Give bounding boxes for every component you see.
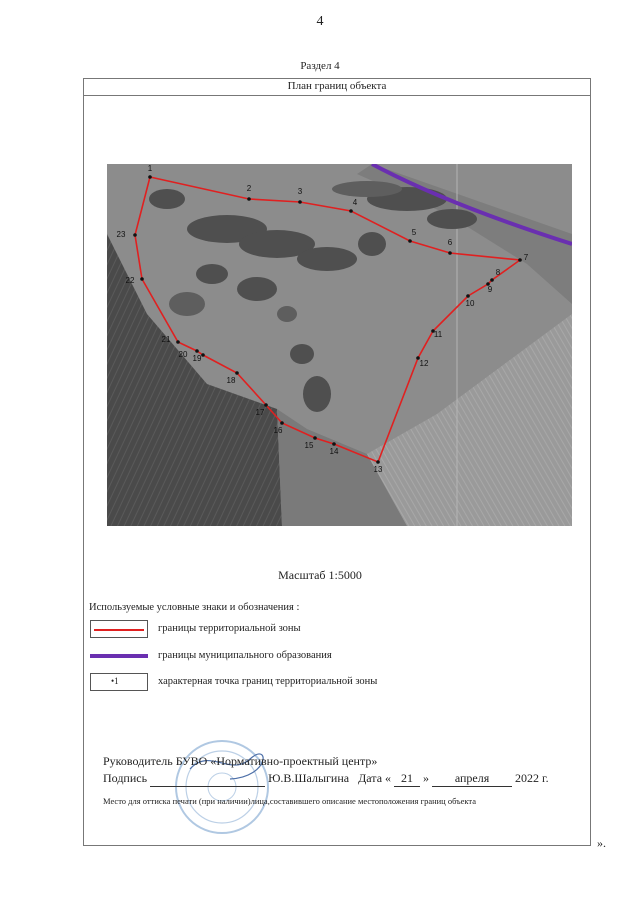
boundary-point-marker — [247, 197, 251, 201]
plan-title: План границ объекта — [83, 78, 591, 96]
boundary-point-marker — [490, 278, 494, 282]
boundary-point-label: 23 — [116, 230, 126, 239]
page-number: 4 — [316, 14, 324, 29]
boundary-point-marker — [313, 436, 317, 440]
boundary-point-label: 9 — [487, 285, 493, 294]
boundary-point-label: 22 — [125, 276, 135, 285]
boundary-point-marker — [195, 349, 199, 353]
legend-label-municipal: границы муниципального образования — [158, 650, 332, 661]
aerial-map — [107, 164, 572, 526]
closing-quote: ». — [597, 836, 606, 850]
boundary-point-label: 6 — [447, 238, 453, 247]
boundary-point-marker — [140, 277, 144, 281]
date-year: 2022 г. — [515, 771, 549, 785]
stamp-note: Место для оттиска печати (при наличии)лица,составившего описание местоположения границ объекта — [103, 796, 476, 806]
boundary-point-marker — [376, 460, 380, 464]
boundary-point-marker — [176, 340, 180, 344]
signer-role: Руководитель БУВО «Нормативно-проектный центр» — [103, 754, 378, 768]
boundary-point-marker — [280, 421, 284, 425]
signer-name: Ю.В.Шалыгина — [268, 771, 350, 785]
boundary-point-label: 14 — [329, 447, 339, 456]
signature-row: Подпись Ю.В.Шалыгина Дата « 21 » апреля 2022 г. — [103, 771, 549, 785]
boundary-point-label: 7 — [523, 253, 529, 262]
legend-swatch-zone — [90, 620, 148, 638]
boundary-point-label: 2 — [246, 184, 252, 193]
boundary-point-label: 21 — [161, 335, 171, 344]
boundary-point-marker — [298, 200, 302, 204]
legend-swatch-municipal — [90, 647, 148, 665]
boundary-point-label: 19 — [192, 354, 202, 363]
boundary-point-label: 17 — [255, 408, 265, 417]
section-title: Раздел 4 — [300, 60, 340, 72]
boundary-point-label: 13 — [373, 465, 383, 474]
legend-label-point: характерная точка границ территориальной зоны — [158, 676, 378, 687]
boundary-point-label: 20 — [178, 350, 188, 359]
boundary-point-marker — [332, 442, 336, 446]
point-symbol: •1 — [111, 676, 119, 686]
date-day: 21 — [394, 771, 420, 787]
sign-label: Подпись — [103, 771, 148, 785]
date-label: Дата « — [358, 771, 392, 785]
boundary-point-marker — [408, 239, 412, 243]
boundary-point-marker — [148, 175, 152, 179]
boundary-point-label: 3 — [297, 187, 303, 196]
boundary-point-label: 1 — [147, 164, 153, 173]
boundary-point-marker — [201, 353, 205, 357]
boundary-point-label: 16 — [273, 426, 283, 435]
boundary-point-marker — [518, 258, 522, 262]
boundary-point-label: 5 — [411, 228, 417, 237]
boundary-point-marker — [466, 294, 470, 298]
boundary-point-label: 12 — [419, 359, 429, 368]
legend-swatch-point — [90, 673, 148, 691]
boundary-point-marker — [349, 209, 353, 213]
boundary-point-label: 8 — [495, 268, 501, 277]
stamp-seal — [170, 737, 280, 837]
boundary-point-label: 15 — [304, 441, 314, 450]
legend-label-zone: границы территориальной зоны — [158, 623, 301, 634]
boundary-point-label: 11 — [433, 330, 443, 339]
boundary-point-marker — [133, 233, 137, 237]
boundary-point-marker — [235, 371, 239, 375]
boundary-point-marker — [264, 403, 268, 407]
boundary-point-marker — [448, 251, 452, 255]
map-scale: Масштаб 1:5000 — [278, 568, 362, 582]
date-month: апреля — [432, 771, 512, 787]
boundary-point-label: 18 — [226, 376, 236, 385]
legend-title: Используемые условные знаки и обозначения : — [89, 602, 300, 613]
boundary-point-label: 4 — [352, 198, 358, 207]
boundary-point-label: 10 — [465, 299, 475, 308]
